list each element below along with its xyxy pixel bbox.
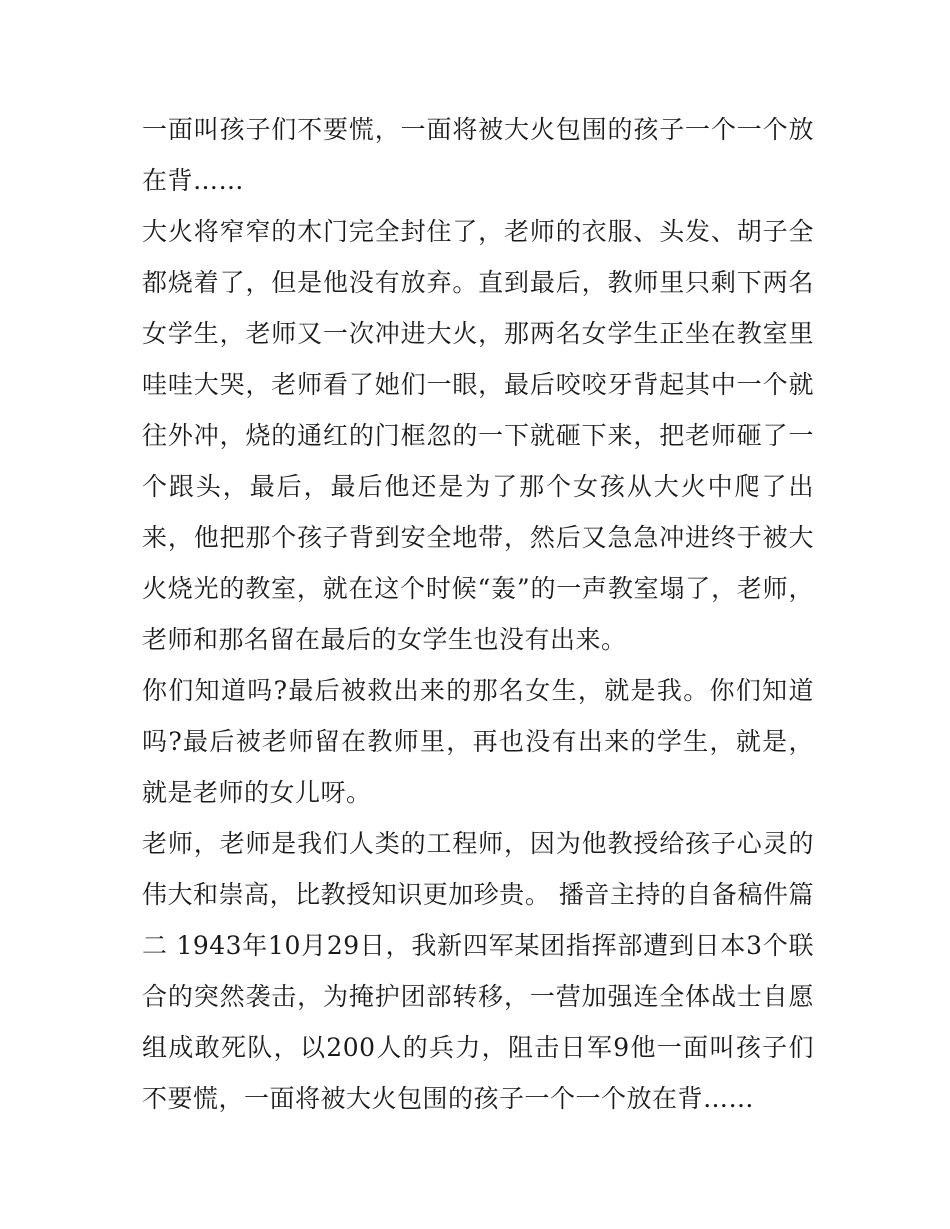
paragraph-3: 你们知道吗?最后被救出来的那名女生，就是我。你们知道吗?最后被老师留在教师里，再也没有出来的学生，就是，就是老师的女儿呀。 bbox=[142, 676, 814, 807]
document-body bbox=[142, 104, 814, 1124]
paragraph-1: 一面叫孩子们不要慌，一面将被大火包围的孩子一个一个放在背…… bbox=[142, 115, 814, 195]
paragraph-2: 大火将窄窄的木门完全封住了，老师的衣服、头发、胡子全都烧着了，但是他没有放弃。直到最后，教师里只剩下两名女学生，老师又一次冲进大火，那两名女学生正坐在教室里哇哇大哭，老师看了她们一眼，最后咬咬牙背起其中一个就往外冲，烧的通红的门框忽的一下就砸下来，把老师砸了一个跟头，最后，最后他还是为了那个女孩从大火中爬了出来，他把那个孩子背到安全地带，然后又急急冲进终于被大火烧光的教室，就在这个时候“轰”的一声教室塌了，老师，老师和那名留在最后的女学生也没有出来。 bbox=[142, 217, 814, 654]
paragraph-4: 老师，老师是我们人类的工程师，因为他教授给孩子心灵的伟大和崇高，比教授知识更加珍贵。 播音主持的自备稿件篇二 1943年10月29日，我新四军某团指挥部遭到日本3个联合的突然袭击，为掩护团部转移，一营加强连全体战士自愿组成敢死队，以200人的兵力，阻击日军9他一面叫孩子们不要慌，一面将被大火包围的孩子一个一个放在背…… bbox=[142, 829, 814, 1113]
